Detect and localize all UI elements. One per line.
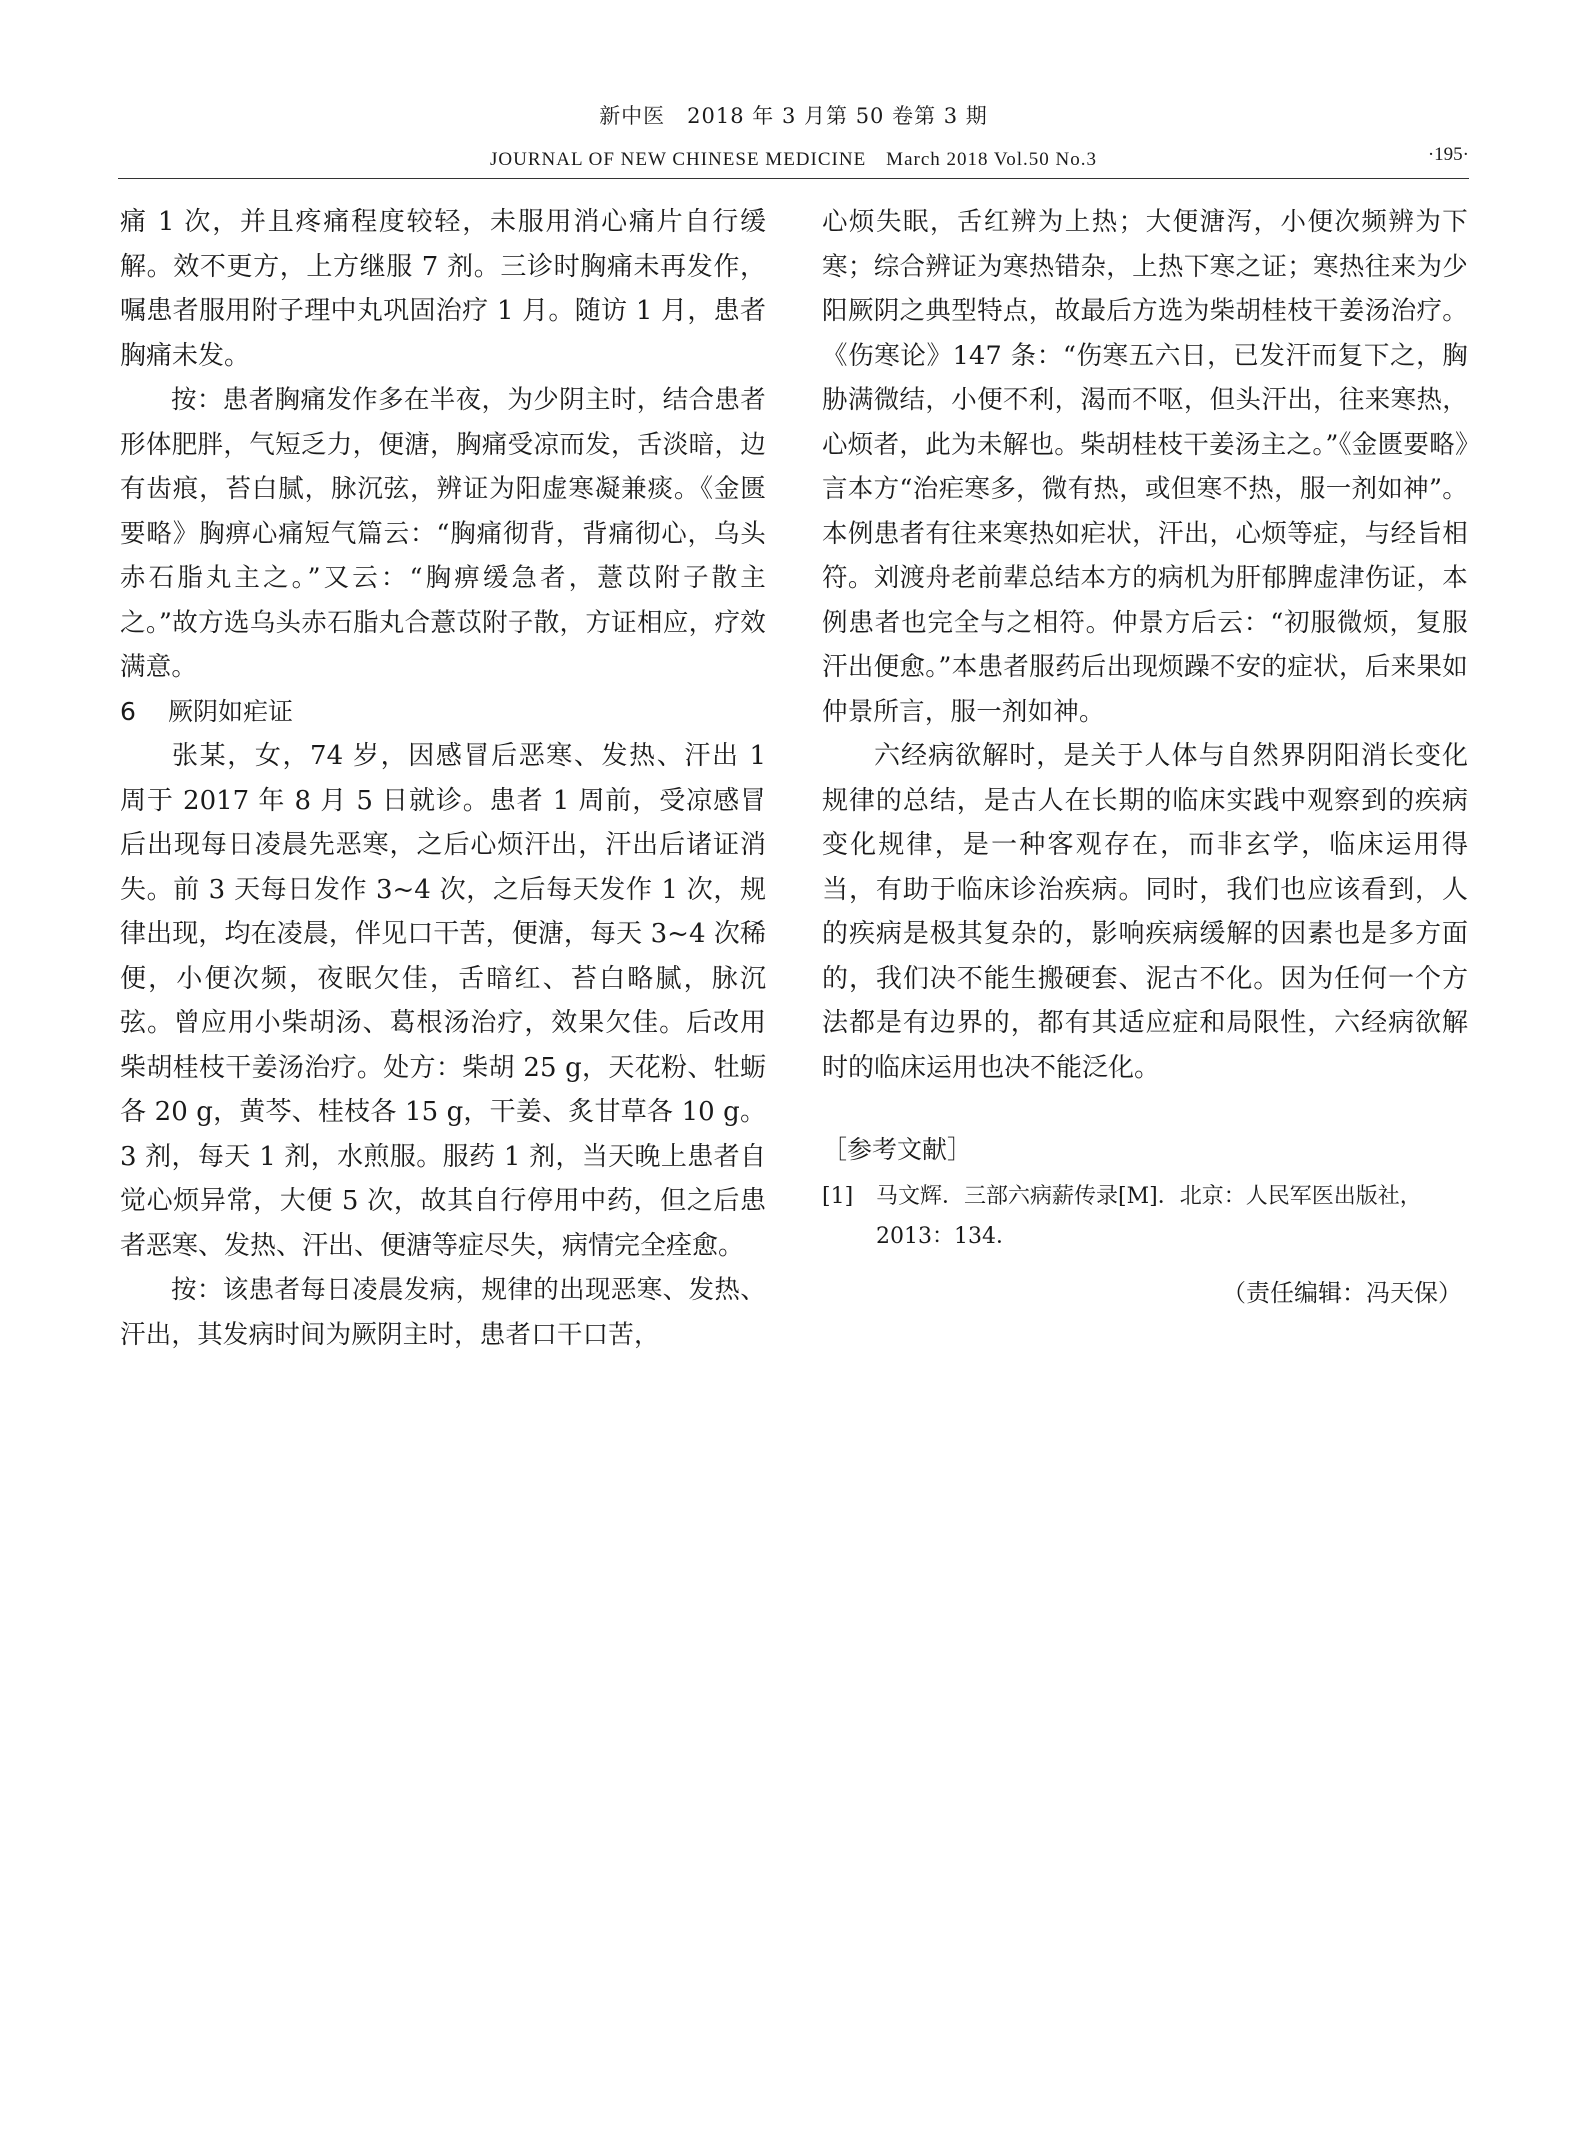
right-column	[822, 200, 1468, 1315]
page-number: ·195·	[1427, 144, 1469, 165]
reference-item	[822, 1177, 1468, 1257]
paragraph-commentary-1: 按：患者胸痛发作多在半夜，为少阴主时，结合患者形体肥胖，气短乏力，便溏，胸痛受凉而发，舌淡暗，边有齿痕，苔白腻，脉沉弦，辨证为阳虚寒凝兼痰。《金匮要略》胸痹心痛短气篇云：“胸痛彻背，背痛彻心，乌头赤石脂丸主之。”又云：“胸痹缓急者，薏苡附子散主之。”故方选乌头赤石脂丸合薏苡附子散，方证相应，疗效满意。	[120, 385, 766, 682]
section-number: 6	[120, 696, 136, 726]
references-heading: ［参考文献］	[822, 1135, 973, 1164]
spacer	[822, 1090, 1468, 1114]
header-divider	[118, 178, 1469, 179]
reference-number: [1]	[822, 1183, 854, 1209]
journal-title-en: JOURNAL OF NEW CHINESE MEDICINE March 2018 Vol.50 No.3	[490, 149, 1097, 170]
reference-text: 马文辉．三部六病薪传录[M]．北京：人民军医出版社，2013：134．	[876, 1183, 1422, 1249]
paragraph-commentary-2: 按：该患者每日凌晨发病，规律的出现恶寒、发热、汗出，其发病时间为厥阴主时，患者口干口苦，	[120, 1275, 766, 1350]
paragraph-commentary-2-continued: 心烦失眠，舌红辨为上热；大便溏泻，小便次频辨为下寒；综合辨证为寒热错杂，上热下寒之证；寒热往来为少阳厥阴之典型特点，故最后方选为柴胡桂枝干姜汤治疗。《伤寒论》147 条：“伤寒五六日，已发汗而复下之，胸胁满微结，小便不利，渴而不呕，但头汗出，往来寒热，心烦者，此为未解也。柴胡桂枝干姜汤主之。”《金匮要略》言本方“治疟寒多，微有热，或但寒不热，服一剂如神”。本例患者有往来寒热如疟状，汗出，心烦等症，与经旨相符。刘渡舟老前辈总结本方的病机为肝郁脾虚津伤证，本例患者也完全与之相符。仲景方后云：“初服微烦，复服汗出便愈。”本患者服药后出现烦躁不安的症状，后来果如仲景所言，服一剂如神。	[822, 207, 1468, 727]
paragraph-conclusion: 六经病欲解时，是关于人体与自然界阴阳消长变化规律的总结，是古人在长期的临床实践中观察到的疾病变化规律，是一种客观存在，而非玄学，临床运用得当，有助于临床诊治疾病。同时，我们也应该看到，人的疾病是极其复杂的，影响疾病缓解的因素也是多方面的，我们决不能生搬硬套、泥古不化。因为任何一个方法都是有边界的，都有其适应症和局限性，六经病欲解时的临床运用也决不能泛化。	[822, 741, 1468, 1083]
paragraph-case-continuation: 痛 1 次，并且疼痛程度较轻，未服用消心痛片自行缓解。效不更方，上方继服 7 剂。三诊时胸痛未再发作，嘱患者服用附子理中丸巩固治疗 1 月。随访 1 月，患者胸痛未发。	[120, 207, 766, 371]
section-heading	[120, 690, 766, 735]
journal-title-cn: 新中医 2018 年 3 月第 50 卷第 3 期	[599, 104, 988, 128]
section-title: 厥阴如疟证	[168, 696, 294, 726]
left-column	[120, 200, 766, 1357]
paragraph-case-6: 张某，女，74 岁，因感冒后恶寒、发热、汗出 1 周于 2017 年 8 月 5 日就诊。患者 1 周前，受凉感冒后出现每日凌晨先恶寒，之后心烦汗出，汗出后诸证消失。前 3 天每日发作 3~4 次，之后每天发作 1 次，规律出现，均在凌晨，伴见口干苦，便溏，每天 3~4 次稀便，小便次频，夜眠欠佳，舌暗红、苔白略腻，脉沉弦。曾应用小柴胡汤、葛根汤治疗，效果欠佳。后改用柴胡桂枝干姜汤治疗。处方：柴胡 25 g，天花粉、牡蛎各 20 g，黄芩、桂枝各 15 g，干姜、炙甘草各 10 g。3 剂，每天 1 剂，水煎服。服药 1 剂，当天晚上患者自觉心烦异常，大便 5 次，故其自行停用中药，但之后患者恶寒、发热、汗出、便溏等症尽失，病情完全痊愈。	[120, 741, 766, 1261]
responsible-editor: （责任编辑：冯天保）	[1222, 1278, 1462, 1307]
